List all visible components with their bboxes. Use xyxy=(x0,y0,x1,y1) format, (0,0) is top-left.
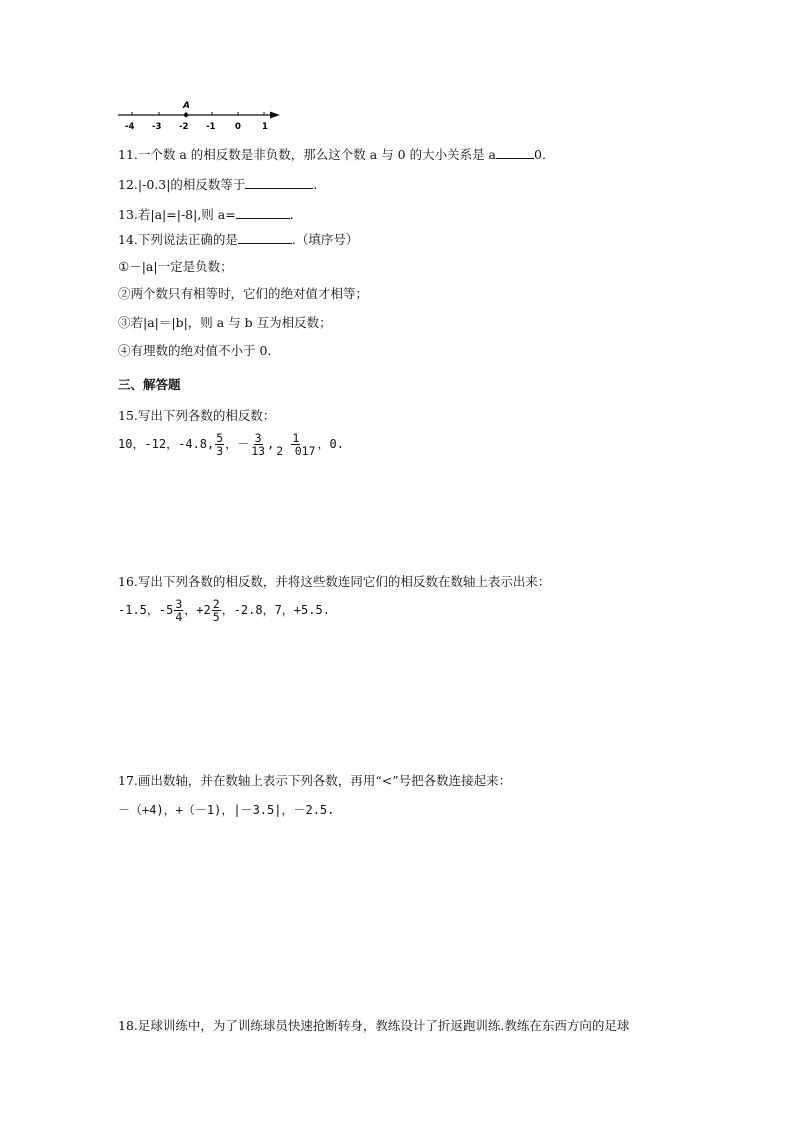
fraction xyxy=(250,432,266,457)
q17-prompt: 17.画出数轴，并在数轴上表示下列各数，再用“<”号把各数连接起来： xyxy=(118,773,512,788)
fraction xyxy=(215,432,224,457)
question-11 xyxy=(118,145,546,163)
tick-label: -4 xyxy=(125,122,135,132)
denominator: 2 017 xyxy=(276,444,316,459)
q15-tail: ，0. xyxy=(317,437,344,452)
q11-text-end: 0. xyxy=(534,147,546,162)
q16-numbers xyxy=(118,598,330,623)
denominator: 5 xyxy=(212,610,220,625)
number-line-arrow xyxy=(270,112,280,119)
denominator: 3 xyxy=(216,444,224,459)
question-12 xyxy=(118,175,317,193)
q11-answer-blank[interactable] xyxy=(496,147,534,159)
q15-prompt: 15.写出下列各数的相反数： xyxy=(118,408,276,423)
denominator: 13 xyxy=(251,444,266,459)
q14-text: 14.下列说法正确的是 xyxy=(118,232,238,247)
q15-lead: 10，-12，-4.8, xyxy=(118,437,215,452)
tick-label: 1 xyxy=(262,122,268,132)
question-13 xyxy=(118,205,294,223)
q15-numbers xyxy=(118,432,344,457)
point-a-label: A xyxy=(183,101,190,111)
q16-tail: ，-2.8，7，+5.5. xyxy=(221,603,330,618)
separator: ，+2 xyxy=(184,603,211,618)
separator: ，－ xyxy=(225,437,250,452)
q12-answer-blank[interactable] xyxy=(245,177,313,189)
numerator: 2 xyxy=(212,597,220,611)
q14-answer-blank[interactable] xyxy=(238,232,292,244)
q12-text: 12.|-0.3|的相反数等于 xyxy=(118,177,246,192)
numerator: 5 xyxy=(216,431,224,445)
fraction xyxy=(275,432,316,457)
numerator: 3 xyxy=(254,431,262,445)
tick-label: -3 xyxy=(152,122,162,132)
fraction xyxy=(212,598,221,623)
q14-text-end: .（填序号） xyxy=(291,232,359,247)
q13-answer-blank[interactable] xyxy=(236,207,290,219)
q18-prompt: 18.足球训练中，为了训练球员快速抢断转身，教练设计了折返跑训练.教练在东西方向的足球 xyxy=(118,1018,630,1033)
q13-text-end: . xyxy=(289,207,294,222)
tick-label: 0 xyxy=(235,122,241,132)
numerator: 1 xyxy=(292,431,300,445)
q14-option: ④有理数的绝对值不小于 0. xyxy=(118,343,272,358)
question-14 xyxy=(118,230,358,248)
tick-label: -2 xyxy=(179,122,189,132)
q11-text: 11.一个数 a 的相反数是非负数，那么这个数 a 与 0 的大小关系是 a xyxy=(118,147,497,162)
q16-lead: -1.5，-5 xyxy=(118,603,174,618)
numerator: 3 xyxy=(175,597,183,611)
tick-label: -1 xyxy=(206,122,216,132)
denominator: 4 xyxy=(175,610,183,625)
q14-option: ③若|a|＝|b|，则 a 与 b 互为相反数； xyxy=(118,315,332,330)
number-line-figure xyxy=(112,98,287,132)
q17-expression: －（+4)，+（－1)，|－3.5|，－2.5. xyxy=(118,803,335,817)
q16-prompt: 16.写出下列各数的相反数，并将这些数连同它们的相反数在数轴上表示出来： xyxy=(118,574,551,589)
q14-option: ②两个数只有相等时，它们的绝对值才相等； xyxy=(118,286,369,301)
q13-text: 13.若|a|=|-8|,则 a= xyxy=(118,207,236,222)
separator: , xyxy=(267,437,275,452)
point-a-dot xyxy=(184,113,188,117)
q12-text-end: . xyxy=(313,177,318,192)
q14-option: ①－|a|一定是负数； xyxy=(118,259,233,274)
section-heading: 三、解答题 xyxy=(118,377,181,392)
fraction xyxy=(174,598,183,623)
